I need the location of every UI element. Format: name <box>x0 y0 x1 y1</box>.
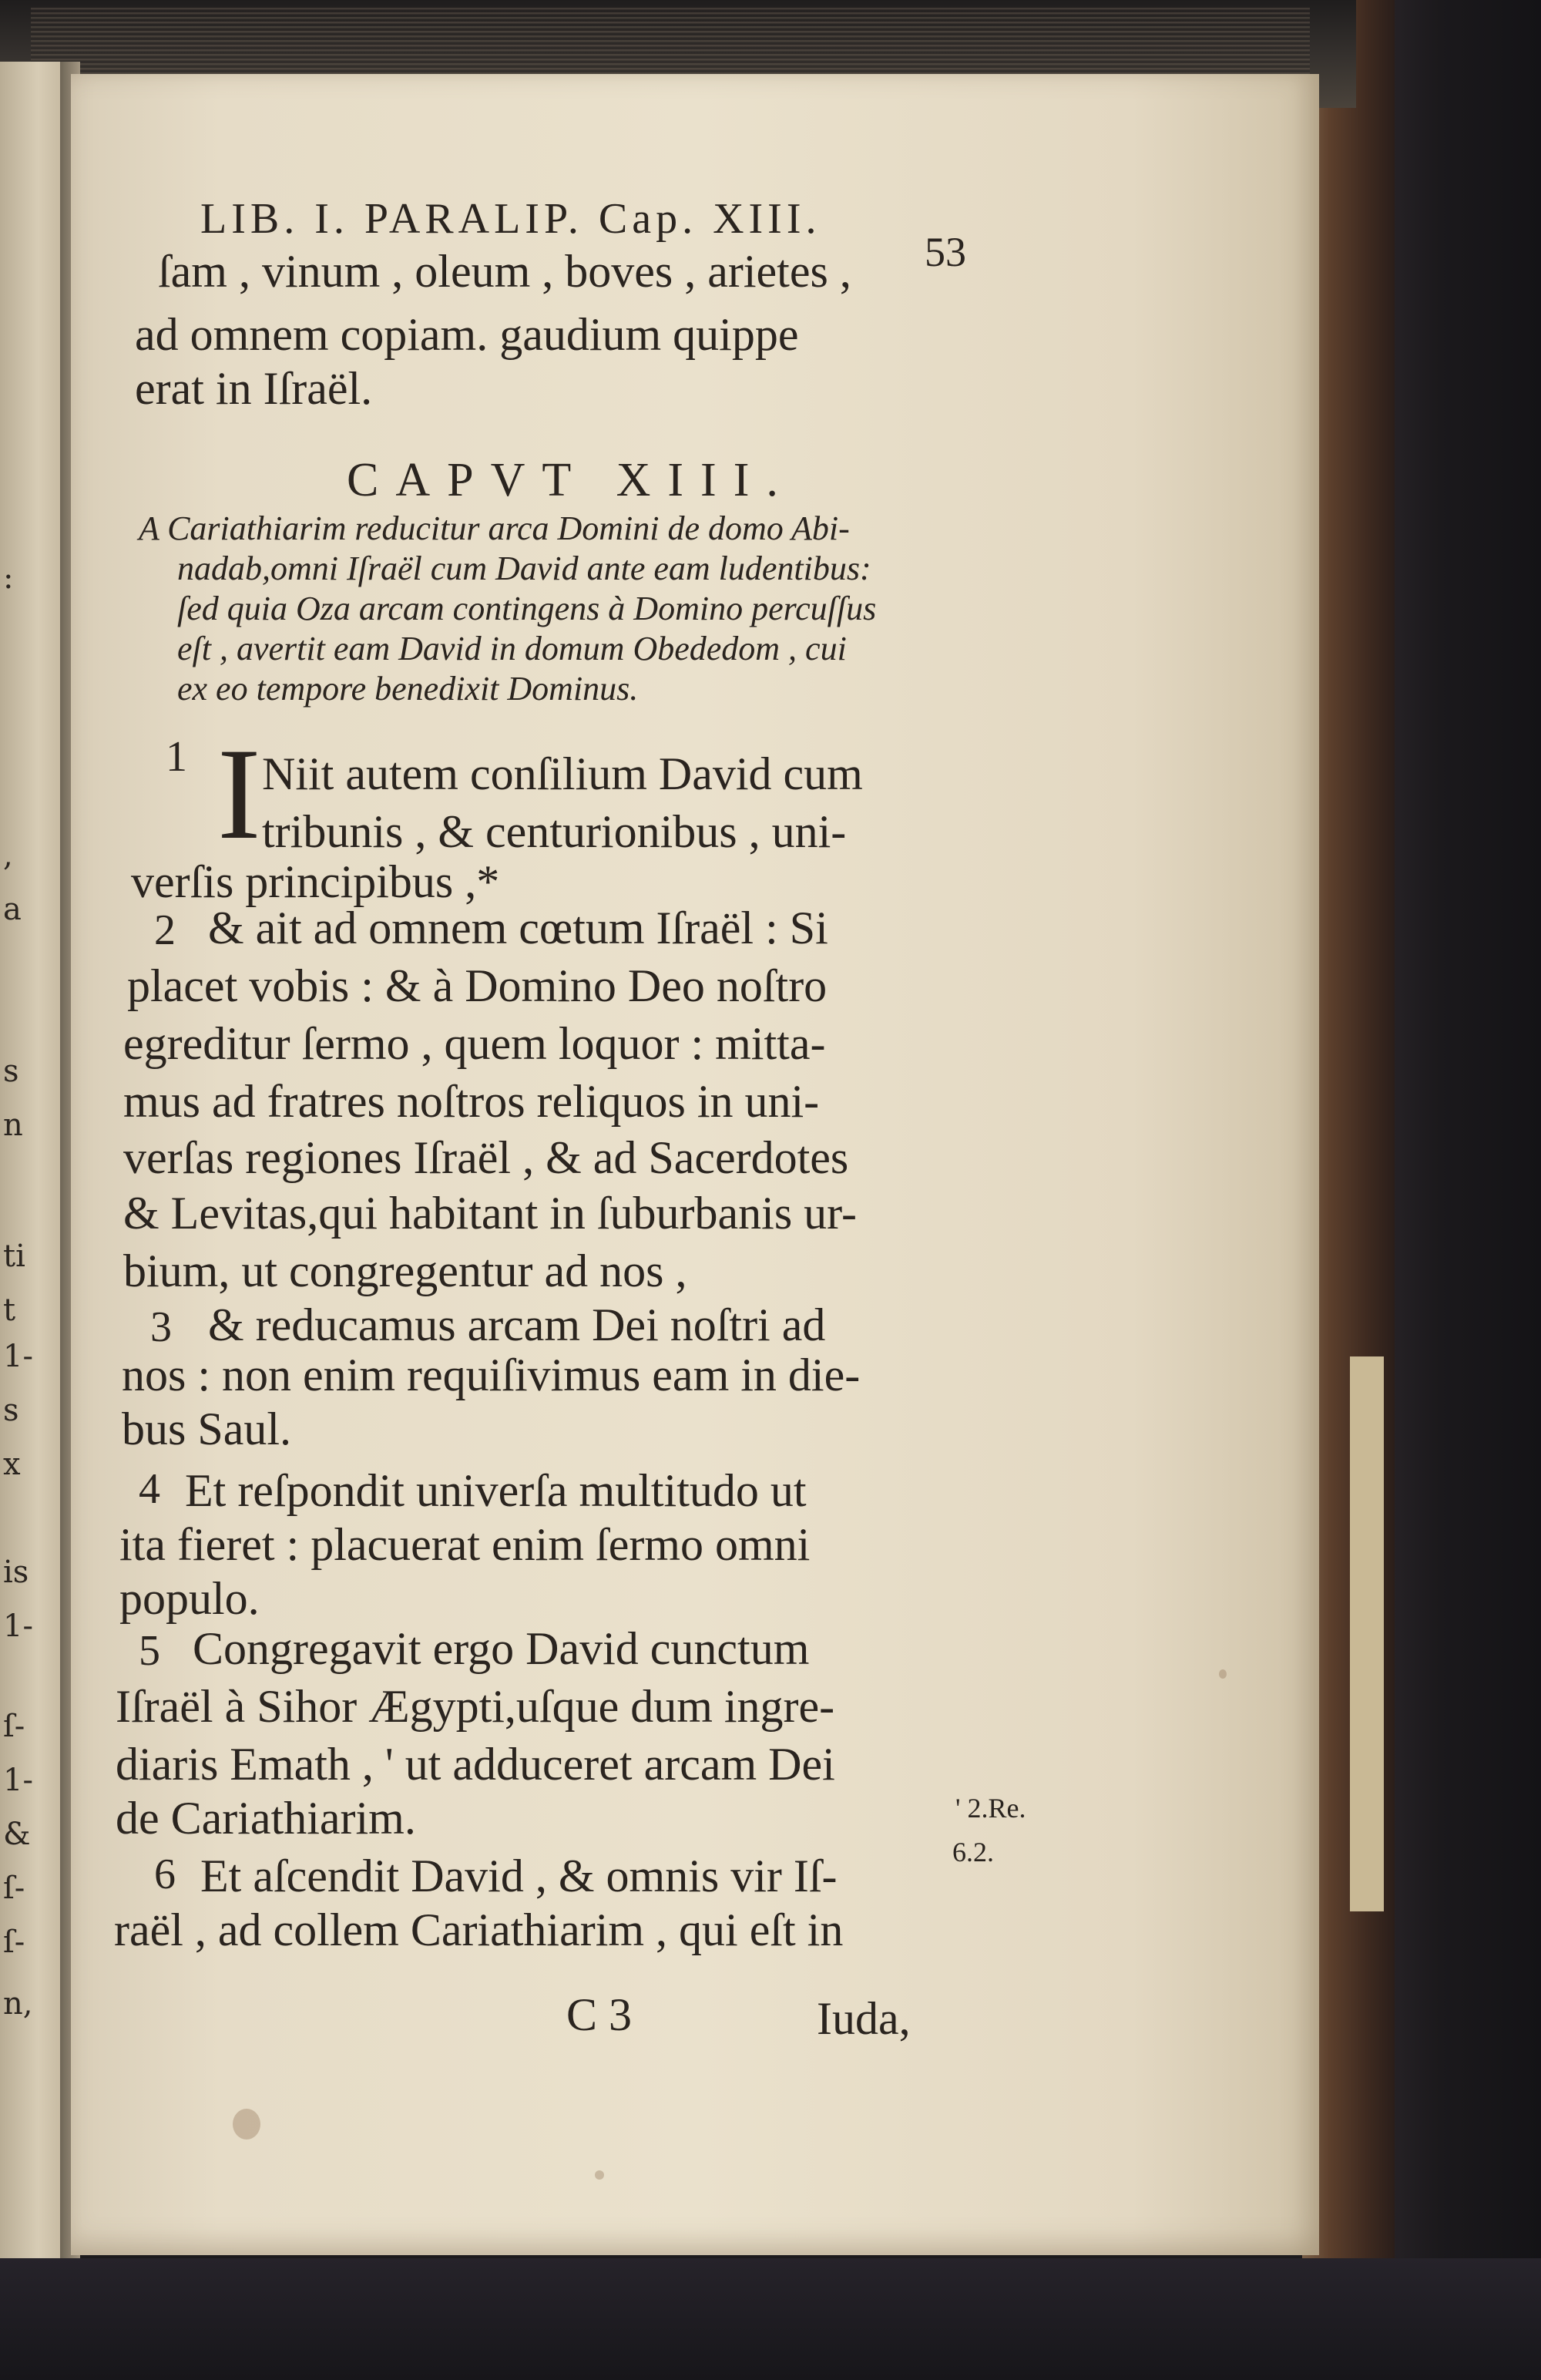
margin-reference: 6.2. <box>952 1837 994 1867</box>
left-fragment: x <box>3 1447 21 1482</box>
running-title: LIB. I. PARALIP. Cap. XIII. <box>200 195 821 243</box>
left-fragment: & <box>3 1817 31 1852</box>
table-surface <box>0 2258 1541 2380</box>
verse-line: verſas regiones Iſraël , & ad Sacerdotes <box>123 1132 849 1183</box>
verse-line: bium, ut congregentur ad nos , <box>123 1245 687 1296</box>
continuation-line: erat in Iſraël. <box>135 363 373 414</box>
verse-line: & reducamus arcam Dei noſtri ad <box>208 1299 826 1350</box>
verse-line: tribunis , & centurionibus , uni- <box>262 806 847 857</box>
verse-line: diaris Emath , ' ut adduceret arcam Dei <box>116 1739 835 1790</box>
left-fragment: s <box>3 1393 19 1428</box>
verse-line: verſis principibus ,* <box>131 856 500 907</box>
left-fragment: is <box>3 1555 29 1590</box>
left-fragment: 1- <box>3 1763 33 1798</box>
verse-line: Iſraël à Sihor Ægypti,uſque dum ingre- <box>116 1681 835 1732</box>
verse-line: de Cariathiarim. <box>116 1793 416 1844</box>
page-tab <box>1350 1356 1384 1911</box>
continuation-line: ſam , vinum , oleum , boves , arietes , <box>158 246 851 297</box>
chapter-heading: CAPVT XIII. <box>347 454 795 506</box>
margin-reference: ' 2.Re. <box>955 1793 1026 1824</box>
verse-line: & Levitas,qui habitant in ſuburbanis ur- <box>123 1188 857 1239</box>
verse-line: Niit autem conſilium David cum <box>262 748 863 799</box>
verse-line: populo. <box>119 1573 260 1624</box>
verse-line: nos : non enim requiſivimus eam in die- <box>122 1350 861 1400</box>
left-fragment: ſ- <box>3 1709 25 1744</box>
left-fragment: : <box>3 560 14 596</box>
verse-line: egreditur ſermo , quem loquor : mitta- <box>123 1018 826 1069</box>
left-fragment: n, <box>3 1986 33 2022</box>
chapter-summary-line: ex eo tempore benedixit Dominus. <box>177 670 639 708</box>
chapter-summary-line: A Cariathiarim reducitur arca Domini de domo Abi- <box>139 509 850 547</box>
verse-line: Et aſcendit David , & omnis vir Iſ- <box>200 1851 838 1901</box>
verse-line: mus ad fratres noſtros reliquos in uni- <box>123 1076 820 1127</box>
left-fragment: 1- <box>3 1609 33 1644</box>
left-fragment: ſ- <box>3 1925 25 1960</box>
verse-number: 5 <box>139 1627 160 1675</box>
left-fragment: ti <box>3 1239 25 1274</box>
verse-line: raël , ad collem Cariathiarim , qui eſt in <box>114 1904 844 1955</box>
left-fragment: a <box>3 892 22 927</box>
verse-line: bus Saul. <box>122 1403 292 1454</box>
left-fragment: n <box>3 1108 23 1143</box>
left-fragment: t <box>3 1293 16 1328</box>
verse-number: 3 <box>150 1303 172 1351</box>
verse-number: 6 <box>154 1851 176 1898</box>
verse-number: 4 <box>139 1465 160 1513</box>
verse-line: & ait ad omnem cœtum Iſraël : Si <box>208 903 828 953</box>
page-number: 53 <box>925 229 966 275</box>
verse-line: Et reſpondit univerſa multitudo ut <box>185 1465 807 1516</box>
verse-number: 2 <box>154 906 176 954</box>
chapter-summary-line: eſt , avertit eam David in domum Obededom , cui <box>177 630 847 667</box>
drop-cap: I <box>217 721 261 866</box>
signature-mark: C 3 <box>566 1989 633 2040</box>
chapter-summary-line: ſed quia Oza arcam contingens à Domino percuſſus <box>177 590 877 627</box>
continuation-line: ad omnem copiam. gaudium quippe <box>135 309 799 360</box>
verse-line: Congregavit ergo David cunctum <box>193 1623 810 1674</box>
left-fragment: ſ- <box>3 1871 25 1906</box>
chapter-summary-line: nadab,omni Iſraël cum David ante eam ludentibus: <box>177 550 871 587</box>
verse-number: 1 <box>166 733 187 781</box>
left-fragment: , <box>3 838 13 873</box>
left-fragment: 1- <box>3 1339 33 1374</box>
foxing-spot <box>233 2109 260 2140</box>
catchword: Iuda, <box>817 1993 911 2044</box>
background-cloth <box>1371 0 1541 2380</box>
foxing-spot <box>1219 1669 1227 1679</box>
left-fragment: s <box>3 1054 19 1089</box>
foxing-spot <box>595 2170 604 2180</box>
verse-line: placet vobis : & à Domino Deo noſtro <box>127 960 828 1011</box>
verse-line: ita fieret : placuerat enim ſermo omni <box>119 1519 811 1570</box>
